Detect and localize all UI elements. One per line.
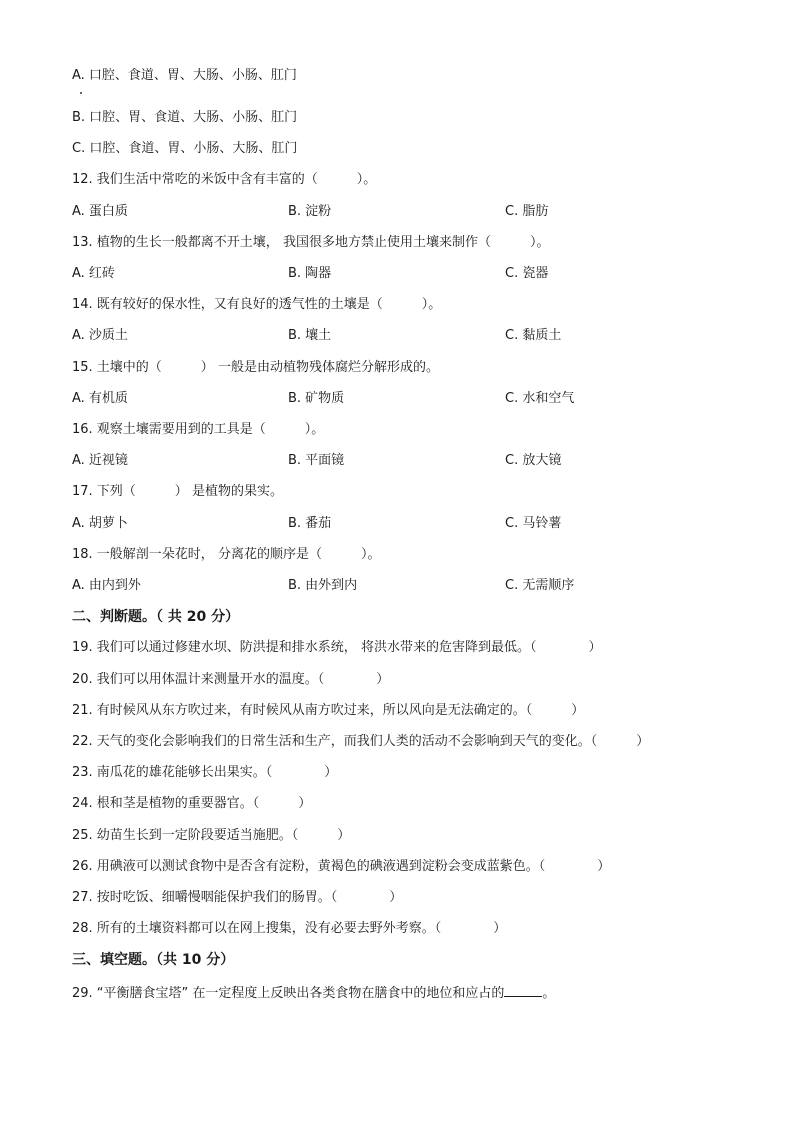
question-20: 20. 我们可以用体温计来测量开水的温度。（ ）	[72, 672, 390, 687]
question-13: 13. 植物的生长一般都离不开土壤， 我国很多地方禁止使用土壤来制作（ ）。	[72, 235, 550, 250]
q15-option-a: A. 有机质	[72, 391, 128, 406]
q16-option-a: A. 近视镜	[72, 453, 128, 468]
question-29-end: 。	[542, 986, 556, 1001]
question-27: 27. 按时吃饭、细嚼慢咽能保护我们的肠胃。（ ）	[72, 890, 403, 905]
q12-option-c: C. 脂肪	[505, 204, 549, 219]
stray-mark	[80, 92, 82, 94]
q17-option-c: C. 马铃薯	[505, 516, 562, 531]
question-26: 26. 用碘液可以测试食物中是否含有淀粉，黄褐色的碘液遇到淀粉会变成蓝紫色。（ ）	[72, 859, 611, 874]
q11-option-a: A. 口腔、食道、胃、大肠、小肠、肛门	[72, 68, 297, 83]
question-29	[72, 984, 555, 1003]
question-28: 28. 所有的土壤资料都可以在网上搜集，没有必要去野外考察。（ ）	[72, 921, 507, 936]
question-19: 19. 我们可以通过修建水坝、防洪提和排水系统， 将洪水带来的危害降到最低。（ ）	[72, 640, 602, 655]
q13-option-c: C. 瓷器	[505, 266, 549, 281]
q12-option-b: B. 淀粉	[288, 204, 332, 219]
question-25: 25. 幼苗生长到一定阶段要适当施肥。（ ）	[72, 828, 351, 843]
question-24: 24. 根和茎是植物的重要器官。（ ）	[72, 796, 312, 811]
q15-option-b: B. 矿物质	[288, 391, 345, 406]
q11-option-c: C. 口腔、食道、胃、小肠、大肠、肛门	[72, 141, 298, 156]
q18-option-a: A. 由内到外	[72, 578, 141, 593]
q17-option-a: A. 胡萝卜	[72, 516, 128, 531]
q13-option-b: B. 陶器	[288, 266, 332, 281]
q14-option-b: B. 壤土	[288, 328, 332, 343]
question-18: 18. 一般解剖一朵花时， 分离花的顺序是（ ）。	[72, 547, 381, 562]
q16-option-c: C. 放大镜	[505, 453, 562, 468]
q12-option-a: A. 蛋白质	[72, 204, 128, 219]
question-22: 22. 天气的变化会影响我们的日常生活和生产，而我们人类的活动不会影响到天气的变化。（ ）	[72, 734, 650, 749]
q17-option-b: B. 番茄	[288, 516, 332, 531]
question-23: 23. 南瓜花的雄花能够长出果实。（ ）	[72, 765, 338, 780]
question-21: 21. 有时候风从东方吹过来，有时候风从南方吹过来，所以风向是无法确定的。（ ）	[72, 703, 585, 718]
question-12: 12. 我们生活中常吃的米饭中含有丰富的（ ）。	[72, 172, 377, 187]
question-15: 15. 土壤中的（ ） 一般是由动植物残体腐烂分解形成的。	[72, 360, 439, 375]
q14-option-a: A. 沙质土	[72, 328, 128, 343]
section-2-heading: 二、判断题。（ 共 20 分）	[72, 609, 240, 625]
question-29-text: 29. “平衡膳食宝塔” 在一定程度上反映出各类食物在膳食中的地位和应占的	[72, 986, 505, 1001]
answer-blank[interactable]	[504, 984, 542, 997]
q15-option-c: C. 水和空气	[505, 391, 575, 406]
question-17: 17. 下列（ ） 是植物的果实。	[72, 484, 283, 499]
question-16: 16. 观察土壤需要用到的工具是（ ）。	[72, 422, 325, 437]
q11-option-b: B. 口腔、胃、食道、大肠、小肠、肛门	[72, 110, 298, 125]
section-3-heading: 三、填空题。（共 10 分）	[72, 952, 235, 968]
q14-option-c: C. 黏质土	[505, 328, 562, 343]
q18-option-b: B. 由外到内	[288, 578, 358, 593]
q16-option-b: B. 平面镜	[288, 453, 345, 468]
q13-option-a: A. 红砖	[72, 266, 115, 281]
question-14: 14. 既有较好的保水性，又有良好的透气性的土壤是（ ）。	[72, 297, 442, 312]
q18-option-c: C. 无需顺序	[505, 578, 575, 593]
